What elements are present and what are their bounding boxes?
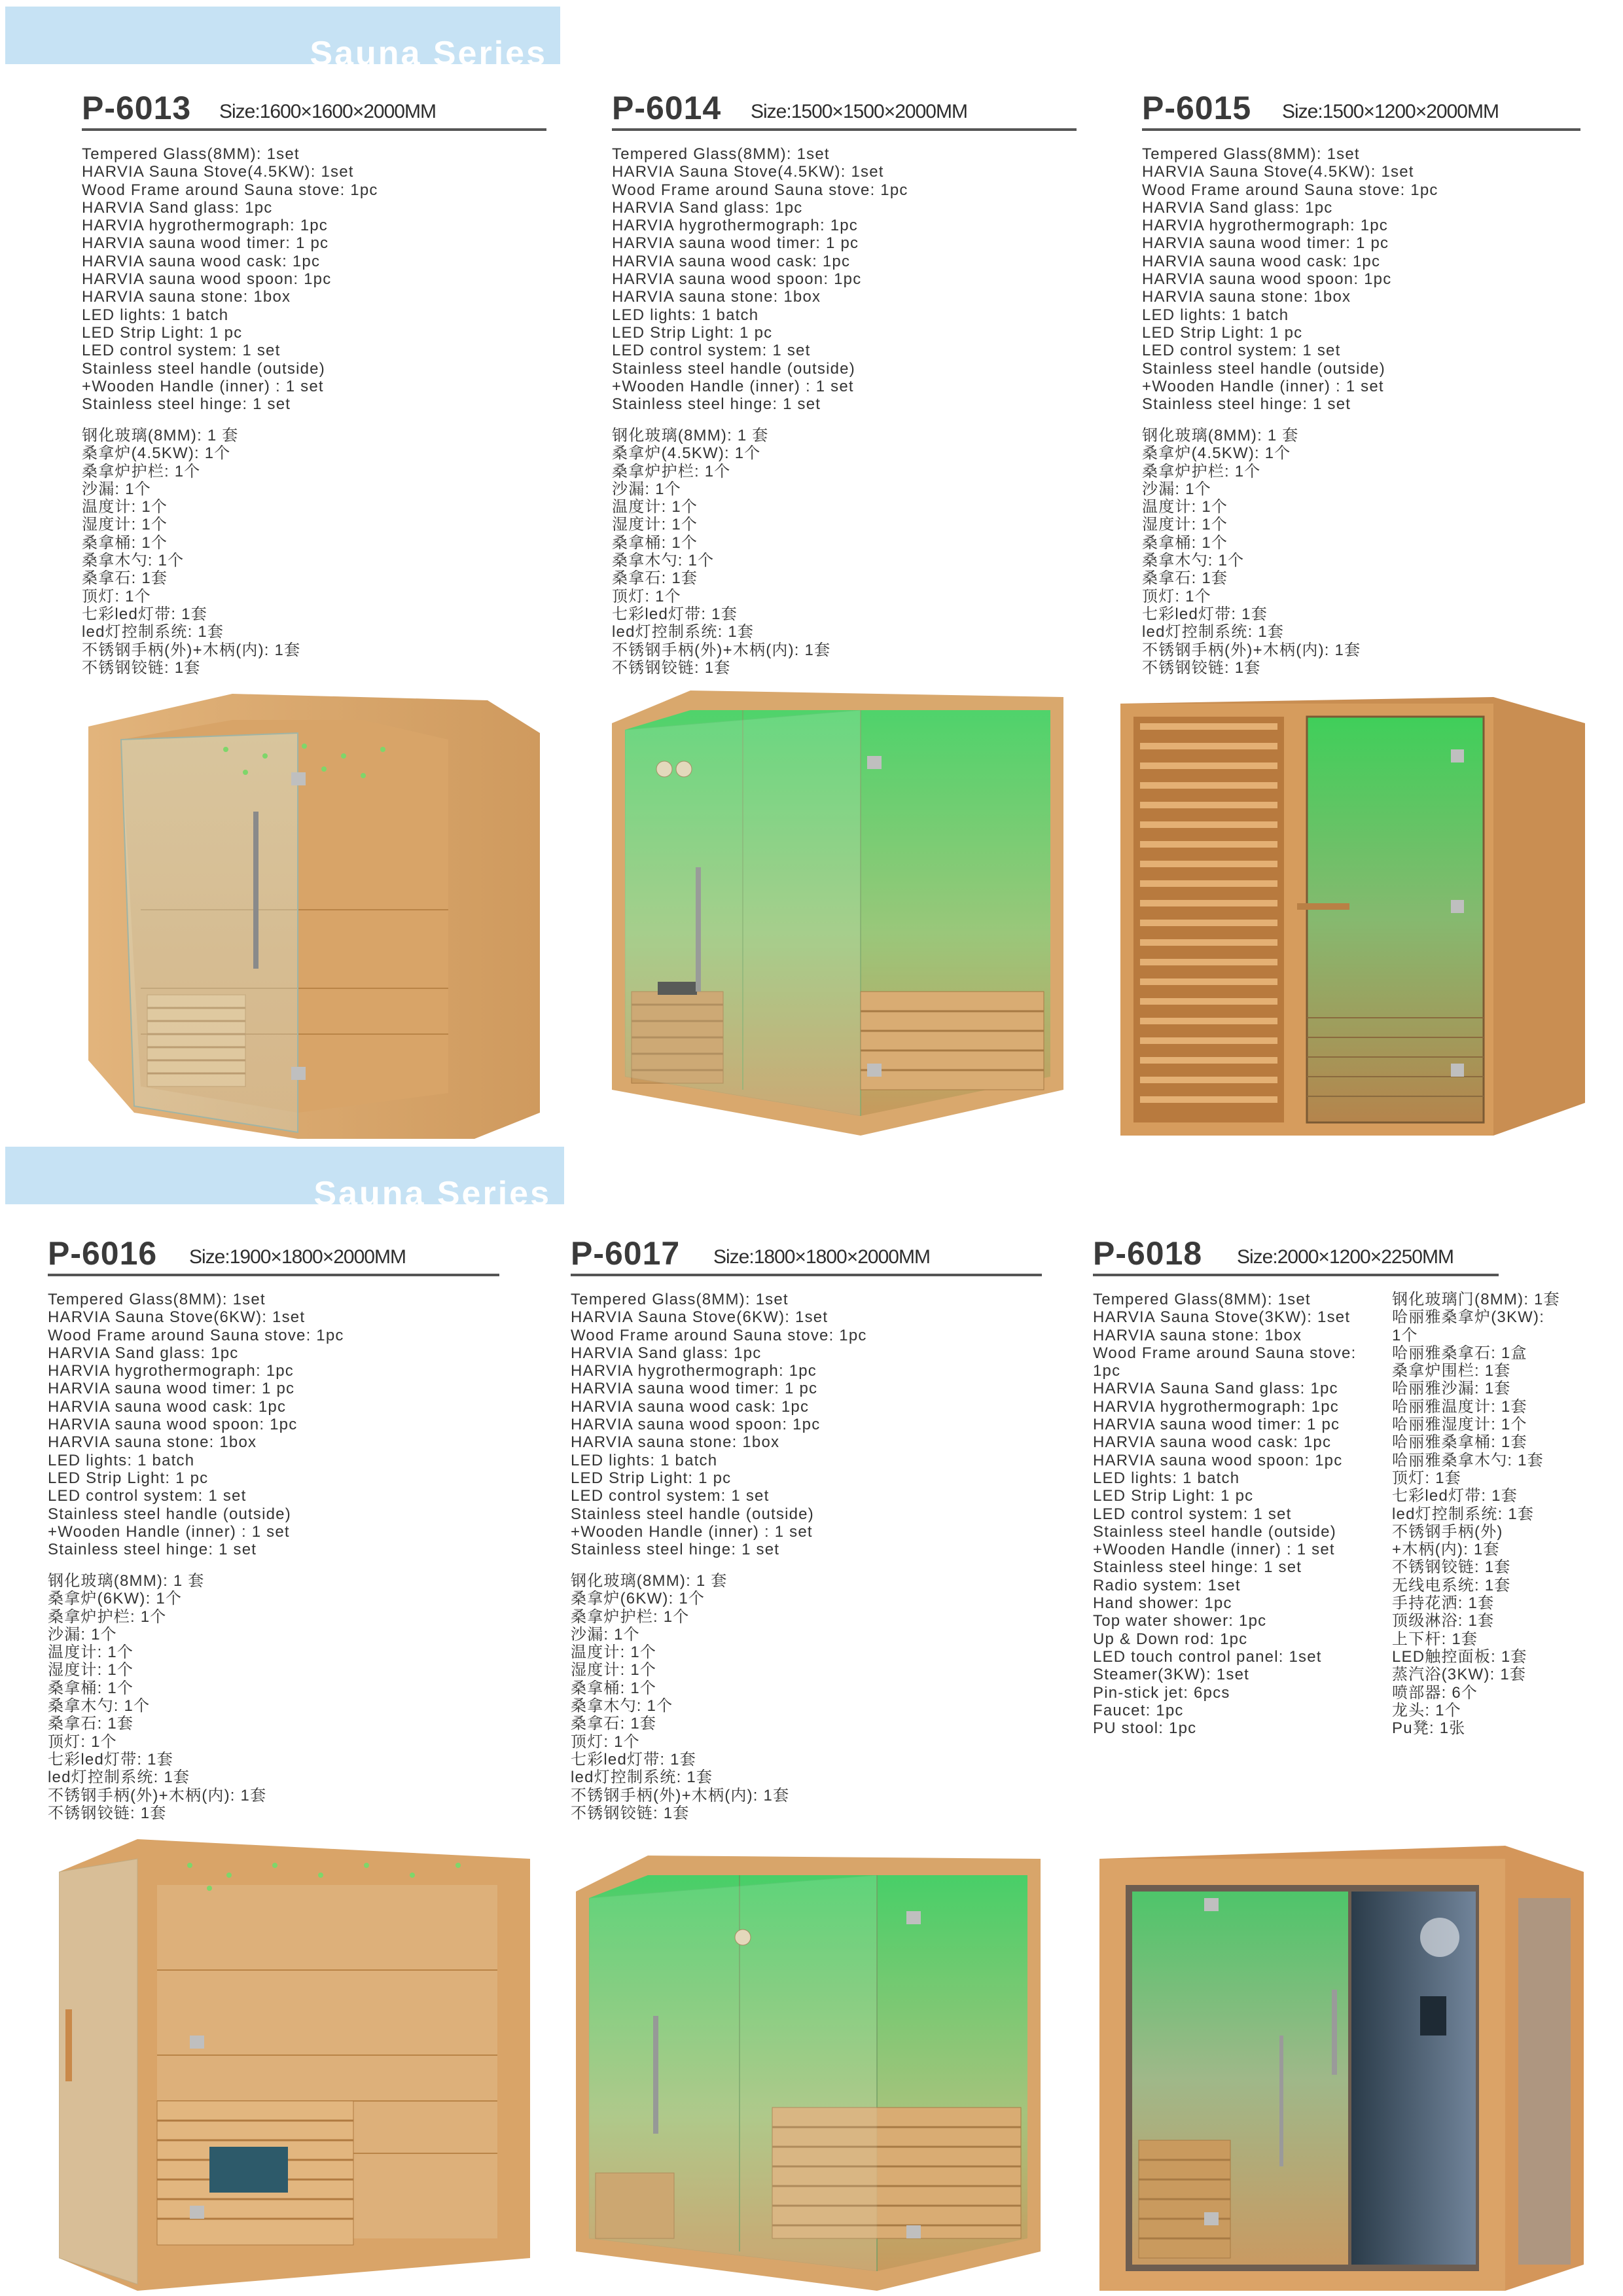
spec-line: 钢化玻璃(8MM): 1 套 bbox=[571, 1572, 728, 1590]
spec-line: 沙漏: 1个 bbox=[571, 1625, 640, 1643]
spec-list-cn bbox=[1392, 1291, 1560, 1737]
spec-line: 不锈钢铰链: 1套 bbox=[1392, 1558, 1511, 1577]
spec-line: HARVIA Sand glass: 1pc bbox=[612, 198, 803, 217]
spec-line: Stainless steel hinge: 1 set bbox=[82, 395, 291, 414]
spec-line: 七彩led灯带: 1套 bbox=[48, 1750, 173, 1768]
spec-line: Wood Frame around Sauna stove: 1pc bbox=[612, 181, 908, 199]
product-photo-p6018 bbox=[1099, 1833, 1584, 2291]
spec-line: 哈丽雅桑拿木勺: 1套 bbox=[1392, 1451, 1544, 1469]
spec-line: 七彩led灯带: 1套 bbox=[1142, 605, 1268, 623]
spec-line: LED lights: 1 batch bbox=[48, 1451, 195, 1469]
spec-line: 1pc bbox=[1093, 1362, 1121, 1380]
spec-line: 沙漏: 1个 bbox=[82, 480, 151, 498]
product-photo-p6016 bbox=[59, 1839, 530, 2291]
spec-line: HARVIA sauna wood cask: 1pc bbox=[1093, 1433, 1332, 1452]
spec-line: HARVIA sauna stone: 1box bbox=[571, 1433, 780, 1452]
spec-line: 沙漏: 1个 bbox=[612, 480, 681, 498]
spec-line: +木柄(内): 1套 bbox=[1392, 1541, 1500, 1559]
spec-line: led灯控制系统: 1套 bbox=[1392, 1505, 1535, 1523]
spec-line: HARVIA Sauna Sand glass: 1pc bbox=[1093, 1380, 1338, 1398]
spec-line: 不锈钢手柄(外)+木柄(内): 1套 bbox=[1142, 641, 1361, 659]
spec-line: LED lights: 1 batch bbox=[1093, 1469, 1240, 1487]
spec-line: 1个 bbox=[1392, 1326, 1418, 1344]
spec-list-en bbox=[571, 1291, 867, 1558]
spec-line: Wood Frame around Sauna stove: 1pc bbox=[82, 181, 378, 199]
spec-line: +Wooden Handle (inner) : 1 set bbox=[82, 377, 324, 395]
spec-line: 桑拿木勺: 1个 bbox=[1142, 552, 1245, 570]
spec-line: HARVIA Sauna Stove(3KW): 1set bbox=[1093, 1308, 1351, 1327]
banner-title: Sauna Series bbox=[310, 35, 547, 73]
spec-line: LED control system: 1 set bbox=[48, 1487, 247, 1505]
spec-line: HARVIA sauna stone: 1box bbox=[1142, 288, 1351, 306]
spec-line: LED Strip Light: 1 pc bbox=[82, 323, 243, 342]
spec-line: Tempered Glass(8MM): 1set bbox=[612, 145, 830, 163]
spec-line: HARVIA Sauna Stove(6KW): 1set bbox=[48, 1308, 306, 1327]
spec-line: 钢化玻璃(8MM): 1 套 bbox=[1142, 427, 1299, 444]
spec-line: 桑拿炉(6KW): 1个 bbox=[571, 1590, 705, 1608]
spec-line: Stainless steel handle (outside) bbox=[82, 359, 325, 378]
spec-line: 不锈钢铰链: 1套 bbox=[571, 1804, 690, 1822]
spec-line: Tempered Glass(8MM): 1set bbox=[48, 1291, 266, 1308]
spec-list-en bbox=[48, 1291, 344, 1558]
spec-line: LED lights: 1 batch bbox=[612, 306, 759, 324]
spec-line: 桑拿木勺: 1个 bbox=[571, 1697, 673, 1715]
product-photo-p6017 bbox=[576, 1846, 1047, 2291]
spec-line: HARVIA Sand glass: 1pc bbox=[571, 1344, 762, 1362]
spec-line: PU stool: 1pc bbox=[1093, 1719, 1197, 1738]
model-number: P-6016 bbox=[48, 1235, 158, 1272]
spec-line: Wood Frame around Sauna stove: 1pc bbox=[48, 1326, 344, 1344]
spec-line: Stainless steel hinge: 1 set bbox=[1093, 1558, 1302, 1577]
spec-line: 温度计: 1个 bbox=[82, 498, 168, 516]
spec-line: HARVIA Sand glass: 1pc bbox=[82, 198, 273, 217]
spec-line: 桑拿木勺: 1个 bbox=[612, 552, 715, 570]
spec-line: HARVIA sauna wood timer: 1 pc bbox=[1093, 1416, 1340, 1434]
spec-line: Faucet: 1pc bbox=[1093, 1701, 1184, 1719]
spec-line: 不锈钢手柄(外)+木柄(内): 1套 bbox=[612, 641, 831, 659]
spec-line: 桑拿炉(4.5KW): 1个 bbox=[1142, 444, 1291, 463]
spec-line: 七彩led灯带: 1套 bbox=[1392, 1487, 1518, 1505]
spec-line: 桑拿石: 1套 bbox=[82, 569, 168, 588]
spec-line: Stainless steel hinge: 1 set bbox=[571, 1541, 780, 1559]
spec-line: HARVIA sauna wood spoon: 1pc bbox=[82, 270, 332, 289]
spec-line: HARVIA sauna wood timer: 1 pc bbox=[571, 1380, 818, 1398]
spec-line: HARVIA sauna wood spoon: 1pc bbox=[612, 270, 862, 289]
spec-line: 顶灯: 1套 bbox=[1392, 1469, 1461, 1487]
spec-list-cn bbox=[612, 427, 830, 677]
spec-line: HARVIA sauna stone: 1box bbox=[612, 288, 821, 306]
spec-line: 七彩led灯带: 1套 bbox=[612, 605, 738, 623]
spec-line: 七彩led灯带: 1套 bbox=[82, 605, 207, 623]
spec-line: 桑拿桶: 1个 bbox=[82, 533, 168, 552]
spec-line: 钢化玻璃门(8MM): 1套 bbox=[1392, 1291, 1560, 1308]
product-p6017 bbox=[571, 1237, 1042, 1826]
spec-line: HARVIA hygrothermograph: 1pc bbox=[1093, 1397, 1340, 1416]
spec-list-cn bbox=[82, 427, 300, 677]
spec-line: HARVIA sauna stone: 1box bbox=[82, 288, 291, 306]
product-p6013 bbox=[82, 92, 546, 681]
spec-line: 不锈钢手柄(外)+木柄(内): 1套 bbox=[82, 641, 301, 659]
spec-line: 钢化玻璃(8MM): 1 套 bbox=[48, 1572, 205, 1590]
spec-line: LED lights: 1 batch bbox=[571, 1451, 718, 1469]
spec-line: Stainless steel hinge: 1 set bbox=[612, 395, 821, 414]
spec-list-cn bbox=[1142, 427, 1361, 677]
model-number: P-6014 bbox=[612, 90, 722, 126]
model-number: P-6015 bbox=[1142, 90, 1252, 126]
spec-line: 上下杆: 1套 bbox=[1392, 1630, 1478, 1648]
spec-line: HARVIA sauna wood cask: 1pc bbox=[1142, 252, 1381, 270]
product-p6018 bbox=[1093, 1237, 1603, 1826]
spec-line: +Wooden Handle (inner) : 1 set bbox=[571, 1522, 813, 1541]
spec-line: 湿度计: 1个 bbox=[612, 516, 698, 534]
product-header bbox=[1093, 1237, 1499, 1276]
spec-line: Pin-stick jet: 6pcs bbox=[1093, 1683, 1230, 1702]
spec-line: 桑拿桶: 1个 bbox=[571, 1679, 657, 1697]
spec-line: Hand shower: 1pc bbox=[1093, 1594, 1232, 1613]
spec-line: LED lights: 1 batch bbox=[1142, 306, 1289, 324]
spec-list-cn bbox=[571, 1572, 789, 1822]
spec-line: HARVIA sauna wood cask: 1pc bbox=[612, 252, 851, 270]
spec-line: 桑拿桶: 1个 bbox=[612, 533, 698, 552]
spec-line: 哈丽雅湿度计: 1个 bbox=[1392, 1416, 1527, 1434]
spec-line: Pu凳: 1张 bbox=[1392, 1719, 1466, 1738]
spec-line: +Wooden Handle (inner) : 1 set bbox=[1093, 1541, 1335, 1559]
spec-line: LED control system: 1 set bbox=[82, 342, 281, 360]
spec-line: Wood Frame around Sauna stove: bbox=[1093, 1344, 1357, 1362]
spec-line: HARVIA sauna wood timer: 1 pc bbox=[1142, 234, 1389, 253]
product-header bbox=[48, 1237, 499, 1276]
spec-line: 桑拿炉围栏: 1套 bbox=[1392, 1362, 1511, 1380]
spec-line: 桑拿炉(4.5KW): 1个 bbox=[612, 444, 761, 463]
spec-line: 不锈钢铰链: 1套 bbox=[48, 1804, 167, 1822]
spec-line: HARVIA Sauna Stove(4.5KW): 1set bbox=[82, 163, 354, 181]
spec-line: +Wooden Handle (inner) : 1 set bbox=[612, 377, 854, 395]
spec-line: 钢化玻璃(8MM): 1 套 bbox=[612, 427, 769, 444]
product-header bbox=[82, 92, 546, 131]
spec-line: 桑拿炉护栏: 1个 bbox=[571, 1607, 690, 1626]
spec-line: 不锈钢铰链: 1套 bbox=[1142, 658, 1261, 677]
spec-line: LED触控面板: 1套 bbox=[1392, 1647, 1527, 1666]
spec-list-en bbox=[82, 145, 378, 413]
product-photo-p6014 bbox=[612, 684, 1073, 1136]
spec-line: Stainless steel handle (outside) bbox=[1142, 359, 1385, 378]
spec-line: Up & Down rod: 1pc bbox=[1093, 1630, 1248, 1648]
spec-line: HARVIA Sauna Stove(4.5KW): 1set bbox=[612, 163, 884, 181]
spec-line: led灯控制系统: 1套 bbox=[1142, 623, 1285, 641]
spec-line: Tempered Glass(8MM): 1set bbox=[1093, 1291, 1311, 1308]
spec-line: HARVIA sauna stone: 1box bbox=[1093, 1326, 1302, 1344]
spec-line: 哈丽雅沙漏: 1套 bbox=[1392, 1380, 1511, 1398]
model-number: P-6013 bbox=[82, 90, 192, 126]
spec-line: HARVIA Sauna Stove(4.5KW): 1set bbox=[1142, 163, 1414, 181]
spec-line: HARVIA sauna stone: 1box bbox=[48, 1433, 257, 1452]
size-label: Size:1500×1200×2000MM bbox=[1282, 101, 1499, 122]
spec-line: LED Strip Light: 1 pc bbox=[1093, 1487, 1254, 1505]
spec-line: 桑拿石: 1套 bbox=[612, 569, 698, 588]
spec-line: 不锈钢铰链: 1套 bbox=[82, 658, 201, 677]
spec-line: 温度计: 1个 bbox=[571, 1643, 657, 1662]
spec-line: HARVIA Sauna Stove(6KW): 1set bbox=[571, 1308, 829, 1327]
spec-line: 沙漏: 1个 bbox=[1142, 480, 1211, 498]
spec-line: 蒸汽浴(3KW): 1套 bbox=[1392, 1666, 1527, 1684]
spec-line: Tempered Glass(8MM): 1set bbox=[1142, 145, 1360, 163]
spec-list-cn bbox=[48, 1572, 266, 1822]
spec-line: 桑拿炉(6KW): 1个 bbox=[48, 1590, 183, 1608]
spec-line: 桑拿炉护栏: 1个 bbox=[48, 1607, 167, 1626]
spec-line: 桑拿石: 1套 bbox=[571, 1715, 657, 1733]
spec-line: HARVIA sauna wood spoon: 1pc bbox=[1093, 1451, 1343, 1469]
spec-line: Wood Frame around Sauna stove: 1pc bbox=[1142, 181, 1438, 199]
product-header bbox=[571, 1237, 1042, 1276]
spec-line: 顶灯: 1个 bbox=[48, 1732, 117, 1751]
spec-line: 哈丽雅桑拿炉(3KW): bbox=[1392, 1308, 1545, 1327]
model-number: P-6017 bbox=[571, 1235, 681, 1272]
spec-line: HARVIA hygrothermograph: 1pc bbox=[612, 217, 859, 235]
spec-line: 桑拿炉(4.5KW): 1个 bbox=[82, 444, 231, 463]
spec-line: 钢化玻璃(8MM): 1 套 bbox=[82, 427, 239, 444]
spec-line: HARVIA sauna wood spoon: 1pc bbox=[48, 1416, 298, 1434]
spec-line: LED Strip Light: 1 pc bbox=[48, 1469, 209, 1487]
spec-line: HARVIA Sand glass: 1pc bbox=[1142, 198, 1333, 217]
spec-line: Stainless steel handle (outside) bbox=[612, 359, 855, 378]
spec-line: 湿度计: 1个 bbox=[571, 1661, 657, 1679]
spec-line: HARVIA sauna wood timer: 1 pc bbox=[82, 234, 329, 253]
spec-line: HARVIA sauna wood timer: 1 pc bbox=[612, 234, 859, 253]
model-number: P-6018 bbox=[1093, 1235, 1203, 1272]
spec-line: 哈丽雅桑拿石: 1盒 bbox=[1392, 1344, 1527, 1362]
spec-line: +Wooden Handle (inner) : 1 set bbox=[48, 1522, 290, 1541]
spec-line: 顶灯: 1个 bbox=[612, 587, 681, 605]
spec-line: HARVIA Sand glass: 1pc bbox=[48, 1344, 239, 1362]
spec-line: 喷部器: 6个 bbox=[1392, 1683, 1478, 1702]
spec-line: 无线电系统: 1套 bbox=[1392, 1576, 1511, 1594]
spec-line: HARVIA hygrothermograph: 1pc bbox=[1142, 217, 1389, 235]
spec-line: LED Strip Light: 1 pc bbox=[571, 1469, 732, 1487]
spec-line: 不锈钢铰链: 1套 bbox=[612, 658, 731, 677]
spec-line: 手持花洒: 1套 bbox=[1392, 1594, 1495, 1613]
spec-line: 哈丽雅桑拿桶: 1套 bbox=[1392, 1433, 1527, 1452]
spec-line: 桑拿桶: 1个 bbox=[1142, 533, 1228, 552]
spec-line: led灯控制系统: 1套 bbox=[48, 1768, 190, 1787]
product-p6016 bbox=[48, 1237, 499, 1826]
spec-line: 不锈钢手柄(外) bbox=[1392, 1522, 1503, 1541]
spec-line: HARVIA sauna wood cask: 1pc bbox=[82, 252, 321, 270]
spec-line: HARVIA sauna wood cask: 1pc bbox=[48, 1397, 287, 1416]
spec-line: 湿度计: 1个 bbox=[1142, 516, 1228, 534]
spec-list-en bbox=[1142, 145, 1438, 413]
spec-line: LED control system: 1 set bbox=[612, 342, 811, 360]
spec-line: LED Strip Light: 1 pc bbox=[1142, 323, 1303, 342]
spec-line: 顶灯: 1个 bbox=[82, 587, 151, 605]
spec-line: +Wooden Handle (inner) : 1 set bbox=[1142, 377, 1384, 395]
spec-line: LED control system: 1 set bbox=[1142, 342, 1341, 360]
spec-line: 龙头: 1个 bbox=[1392, 1701, 1461, 1719]
spec-line: Stainless steel hinge: 1 set bbox=[1142, 395, 1351, 414]
product-header bbox=[1142, 92, 1580, 131]
spec-line: 不锈钢手柄(外)+木柄(内): 1套 bbox=[571, 1786, 790, 1804]
banner-title: Sauna Series bbox=[313, 1175, 551, 1213]
size-label: Size:1600×1600×2000MM bbox=[219, 101, 436, 122]
spec-list-en bbox=[612, 145, 908, 413]
spec-list-en bbox=[1093, 1291, 1356, 1737]
spec-line: LED Strip Light: 1 pc bbox=[612, 323, 773, 342]
spec-line: LED control system: 1 set bbox=[571, 1487, 770, 1505]
spec-line: led灯控制系统: 1套 bbox=[612, 623, 755, 641]
spec-line: 顶灯: 1个 bbox=[1142, 587, 1211, 605]
spec-line: Stainless steel handle (outside) bbox=[48, 1505, 291, 1523]
spec-line: 温度计: 1个 bbox=[612, 498, 698, 516]
spec-line: Wood Frame around Sauna stove: 1pc bbox=[571, 1326, 867, 1344]
spec-line: Stainless steel handle (outside) bbox=[1093, 1522, 1336, 1541]
spec-line: HARVIA sauna wood spoon: 1pc bbox=[1142, 270, 1392, 289]
spec-line: 桑拿石: 1套 bbox=[1142, 569, 1228, 588]
product-photo-p6013 bbox=[82, 694, 543, 1139]
spec-line: HARVIA sauna wood spoon: 1pc bbox=[571, 1416, 821, 1434]
spec-line: 桑拿木勺: 1个 bbox=[48, 1697, 151, 1715]
spec-line: HARVIA hygrothermograph: 1pc bbox=[571, 1362, 817, 1380]
spec-line: LED control system: 1 set bbox=[1093, 1505, 1292, 1523]
spec-line: 不锈钢手柄(外)+木柄(内): 1套 bbox=[48, 1786, 267, 1804]
spec-line: 桑拿桶: 1个 bbox=[48, 1679, 134, 1697]
spec-line: Radio system: 1set bbox=[1093, 1576, 1241, 1594]
spec-line: Tempered Glass(8MM): 1set bbox=[82, 145, 300, 163]
section-banner-1 bbox=[5, 7, 560, 73]
spec-line: led灯控制系统: 1套 bbox=[571, 1768, 713, 1787]
size-label: Size:1800×1800×2000MM bbox=[713, 1246, 930, 1268]
spec-line: Stainless steel hinge: 1 set bbox=[48, 1541, 257, 1559]
spec-line: 七彩led灯带: 1套 bbox=[571, 1750, 696, 1768]
spec-line: Stainless steel handle (outside) bbox=[571, 1505, 814, 1523]
spec-line: LED lights: 1 batch bbox=[82, 306, 229, 324]
section-banner-2 bbox=[5, 1147, 564, 1213]
spec-line: 桑拿炉护栏: 1个 bbox=[612, 462, 731, 480]
spec-line: HARVIA sauna wood cask: 1pc bbox=[571, 1397, 810, 1416]
spec-line: 桑拿石: 1套 bbox=[48, 1715, 134, 1733]
spec-line: 湿度计: 1个 bbox=[82, 516, 168, 534]
spec-line: 桑拿木勺: 1个 bbox=[82, 552, 185, 570]
spec-line: HARVIA hygrothermograph: 1pc bbox=[82, 217, 329, 235]
spec-line: 温度计: 1个 bbox=[1142, 498, 1228, 516]
spec-line: 哈丽雅温度计: 1套 bbox=[1392, 1397, 1527, 1416]
spec-line: 沙漏: 1个 bbox=[48, 1625, 117, 1643]
product-p6014 bbox=[612, 92, 1077, 681]
product-p6015 bbox=[1142, 92, 1580, 681]
spec-line: Top water shower: 1pc bbox=[1093, 1612, 1267, 1630]
spec-line: HARVIA sauna wood timer: 1 pc bbox=[48, 1380, 295, 1398]
size-label: Size:1900×1800×2000MM bbox=[189, 1246, 406, 1268]
product-photo-p6015 bbox=[1120, 691, 1585, 1136]
spec-line: led灯控制系统: 1套 bbox=[82, 623, 224, 641]
size-label: Size:2000×1200×2250MM bbox=[1237, 1246, 1454, 1268]
spec-line: Steamer(3KW): 1set bbox=[1093, 1666, 1249, 1684]
spec-line: 桑拿炉护栏: 1个 bbox=[82, 462, 201, 480]
spec-line: HARVIA hygrothermograph: 1pc bbox=[48, 1362, 294, 1380]
spec-line: 桑拿炉护栏: 1个 bbox=[1142, 462, 1261, 480]
spec-line: 顶级淋浴: 1套 bbox=[1392, 1612, 1495, 1630]
spec-line: 顶灯: 1个 bbox=[571, 1732, 640, 1751]
spec-line: 湿度计: 1个 bbox=[48, 1661, 134, 1679]
spec-line: 温度计: 1个 bbox=[48, 1643, 134, 1662]
size-label: Size:1500×1500×2000MM bbox=[751, 101, 967, 122]
product-header bbox=[612, 92, 1077, 131]
spec-line: LED touch control panel: 1set bbox=[1093, 1647, 1322, 1666]
spec-line: Tempered Glass(8MM): 1set bbox=[571, 1291, 789, 1308]
